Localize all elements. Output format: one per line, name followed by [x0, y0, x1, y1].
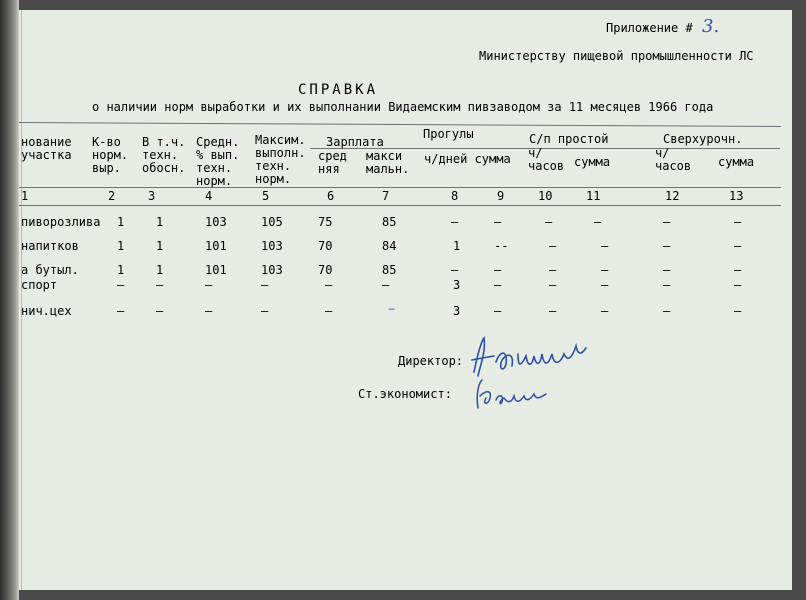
cell: – — [494, 304, 502, 318]
cell: 103 — [205, 215, 227, 229]
header-overtime-sum: сумма — [718, 155, 755, 169]
cell: – — [261, 278, 269, 292]
row-name: нич.цех — [21, 304, 72, 318]
header-downtime-hours: ч/ часов — [528, 146, 565, 173]
cell: 101 — [205, 263, 227, 277]
cell: – — [325, 304, 333, 318]
col-number-5: 5 — [262, 189, 270, 203]
cell: 105 — [261, 215, 283, 229]
cell: 84 — [382, 239, 397, 253]
cell: – — [205, 304, 213, 318]
header-downtime: С/п простой — [529, 132, 609, 146]
cell: – — [663, 215, 671, 229]
cell: – — [663, 239, 671, 253]
col-number-13: 13 — [729, 189, 744, 203]
cell: 1 — [156, 239, 164, 253]
economist-signature — [470, 376, 554, 412]
header-tech-justified: В т.ч. техн. обосн. — [142, 135, 186, 175]
column-number-rule — [19, 205, 781, 206]
col-number-7: 7 — [382, 189, 390, 203]
cell: – — [601, 304, 609, 318]
header-salary: Зарплата — [326, 135, 384, 149]
cell: 1 — [156, 215, 164, 229]
header-avg-percent: Средн. % вып. техн. норм. — [196, 135, 240, 188]
cell: – — [549, 278, 557, 292]
cell: 85 — [382, 263, 397, 277]
cell: – — [734, 304, 742, 318]
document-page — [19, 10, 792, 590]
row-name: спорт — [21, 278, 58, 292]
cell: 1 — [156, 263, 164, 277]
header-absence-sub: ч/дней сумма — [424, 152, 511, 166]
header-downtime-sum: сумма — [574, 155, 611, 169]
cell: – — [494, 263, 502, 277]
cell: – — [734, 239, 742, 253]
col-number-11: 11 — [586, 189, 601, 203]
cell: 1 — [453, 239, 461, 253]
binder-edge — [0, 0, 19, 600]
col-number-9: 9 — [497, 189, 505, 203]
cell: 1 — [117, 215, 125, 229]
cell: – — [734, 215, 742, 229]
cell: 1 — [117, 263, 125, 277]
cell: – — [494, 215, 502, 229]
cell: – — [663, 278, 671, 292]
header-salary-max: макси мальн. — [366, 149, 410, 176]
cell: – — [601, 239, 609, 253]
header-overtime-hours: ч/ часов — [655, 146, 692, 173]
cell: – — [261, 304, 269, 318]
col-number-6: 6 — [327, 189, 335, 203]
header-overtime: Сверхурочн. — [663, 132, 743, 146]
cell: – — [451, 215, 459, 229]
cell: – — [545, 215, 553, 229]
header-max-percent: Максим. выполн. техн. норм. — [255, 133, 306, 186]
appendix-label: Приложение # — [606, 21, 693, 35]
cell: – — [382, 278, 390, 292]
director-label: Директор: — [398, 354, 464, 368]
cell: – — [549, 263, 557, 277]
cell: – — [601, 263, 609, 277]
cell: 3 — [453, 304, 461, 318]
row-name: напитков — [21, 239, 79, 253]
cell: – — [117, 278, 125, 292]
economist-label: Ст.экономист: — [358, 387, 452, 401]
col-number-10: 10 — [538, 189, 553, 203]
cell: – — [663, 263, 671, 277]
cell: 103 — [261, 263, 283, 277]
cell: – — [451, 263, 459, 277]
cell: – — [156, 304, 164, 318]
cell: – — [156, 278, 164, 292]
col-number-1: 1 — [21, 189, 29, 203]
row-name: а бутыл. — [21, 263, 79, 277]
cell: – — [549, 304, 557, 318]
appendix-recipient: Министерству пищевой промышленности ЛС — [479, 49, 754, 63]
cell: – — [734, 278, 742, 292]
cell: – — [549, 239, 557, 253]
cell: 3 — [453, 278, 461, 292]
cell: – — [594, 215, 602, 229]
cell: -- — [494, 239, 509, 253]
appendix-number: 3. — [702, 16, 720, 37]
cell: 75 — [318, 215, 333, 229]
cell: 103 — [261, 239, 283, 253]
col-number-3: 3 — [148, 189, 156, 203]
cell: 70 — [318, 239, 333, 253]
page-fold — [21, 10, 22, 590]
header-norm-count: К-во норм. выр. — [92, 135, 129, 175]
cell: 70 — [318, 263, 333, 277]
header-absence: Прогулы — [423, 127, 474, 141]
col-number-2: 2 — [108, 189, 116, 203]
header-salary-avg: сред няя — [318, 149, 347, 176]
cell: – — [205, 278, 213, 292]
cell: – — [494, 278, 502, 292]
header-bottom-rule — [19, 187, 781, 188]
cell: 1 — [117, 239, 125, 253]
header-name: нование участка — [21, 135, 72, 162]
cell: – — [734, 263, 742, 277]
row-name: пиворозлива — [21, 215, 101, 229]
col-number-4: 4 — [205, 189, 213, 203]
document-subtitle: о наличии норм выработки и их выполнании Видаемским пивзаводом за 11 месяцев 1966 года — [92, 100, 714, 114]
col-number-12: 12 — [665, 189, 680, 203]
cell: – — [388, 301, 395, 317]
cell: – — [117, 304, 125, 318]
cell: 85 — [382, 215, 397, 229]
document-title: СПРАВКА — [298, 82, 379, 98]
cell: – — [325, 278, 333, 292]
col-number-8: 8 — [451, 189, 459, 203]
cell: – — [663, 304, 671, 318]
cell: 101 — [205, 239, 227, 253]
cell: – — [601, 278, 609, 292]
